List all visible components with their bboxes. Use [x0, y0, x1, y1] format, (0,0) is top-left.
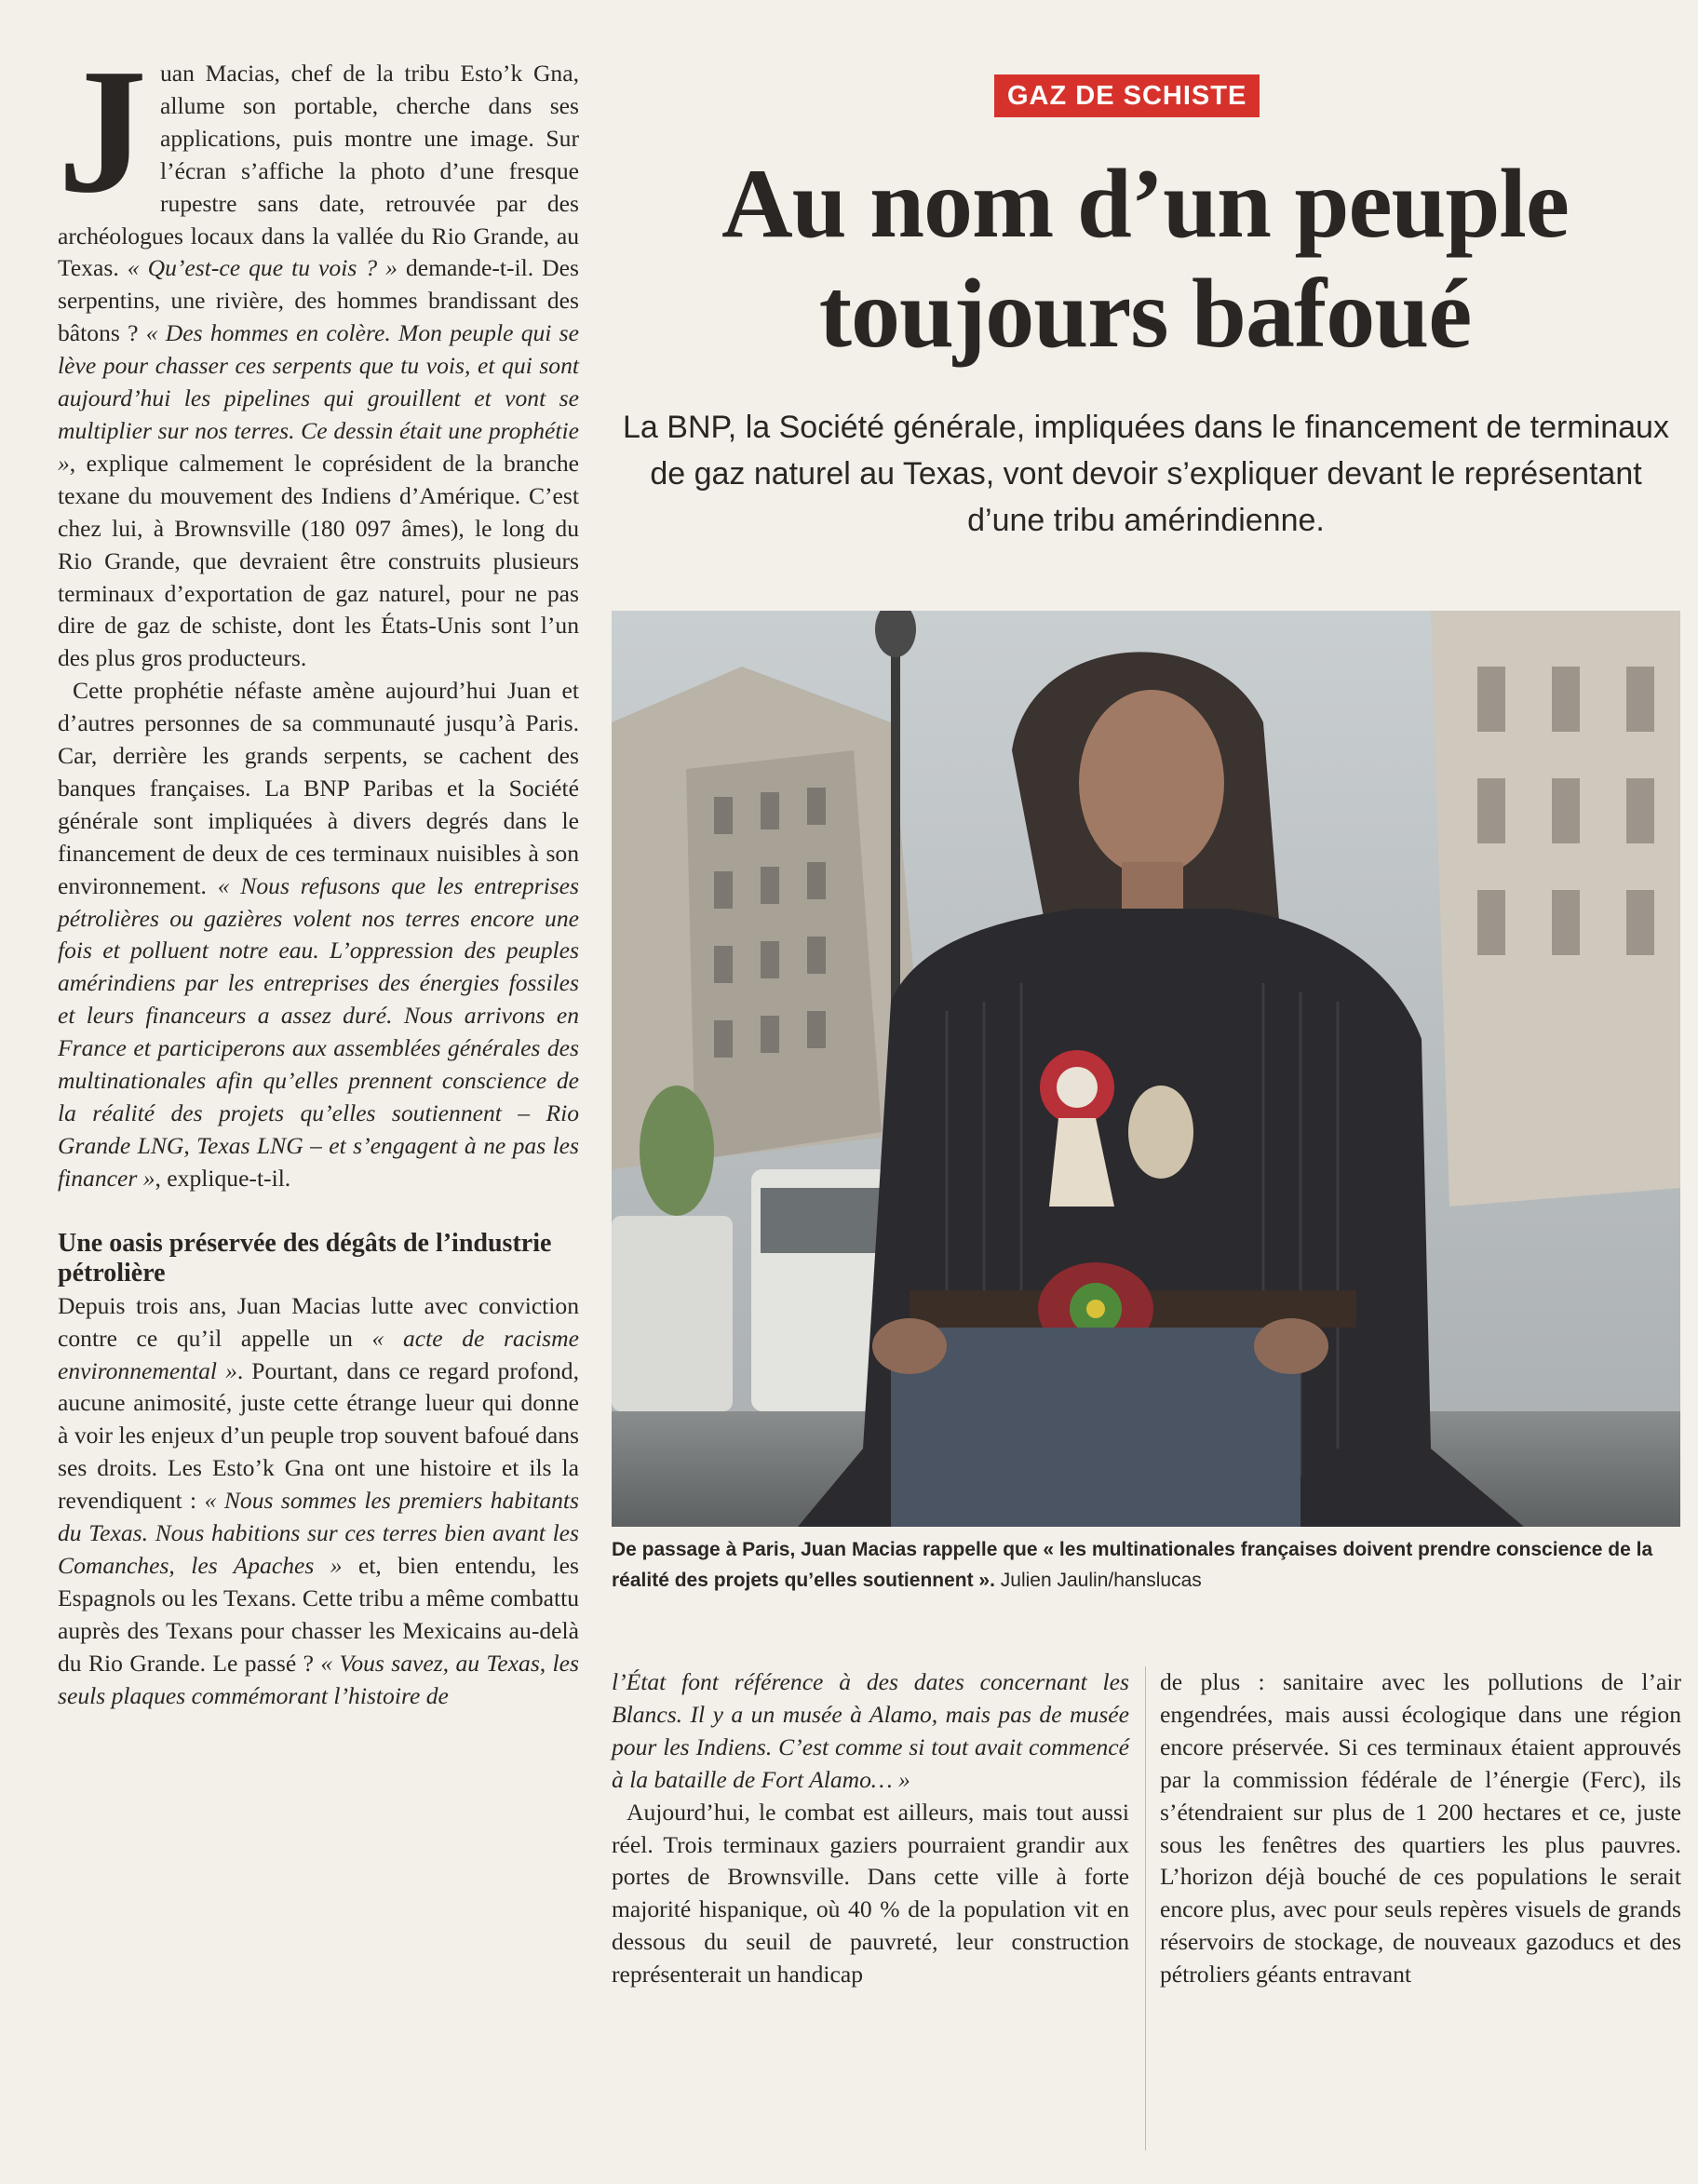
photo-caption: De passage à Paris, Juan Macias rappelle que « les multinationales françaises doivent prendre conscience de la réalité des projets qu’elles soutiennent ». Julien Jaulin/hanslucas	[612, 1539, 1653, 1591]
standfirst: La BNP, la Société générale, impliquées dans le financement de terminaux de gaz naturel au Texas, vont devoir s’expliquer devant le représentant d’une tribu amérindienne.	[623, 410, 1669, 538]
right-paragraph-1: de plus : sanitaire avec les pollutions de l’air engendrées, mais aussi écologique dans une région encore préservée. Si ces terminaux étaient approuvés par la commission fédérale de l’énergie (Ferc), ils s’étendraient sur plus de 1 200 hectares et ce, juste sous les fenêtres des quartiers les plus pauvres. L’horizon déjà bouché de ces populations le serait encore plus, avec pour seuls repères visuels de grands réservoirs de stockage, de nouveaux gazoducs et des pétroliers géants entravant	[1160, 1668, 1681, 1989]
portrait-photo	[612, 611, 1680, 1527]
column-rule	[1145, 1666, 1146, 2150]
middle-paragraph-1: l’État font référence à des dates concernant les Blancs. Il y a un musée à Alamo, mais pas de musée pour les Indiens. C’est comme si tout avait commencé à la bataille de Fort Alamo… »	[612, 1668, 1129, 1793]
drop-cap: J	[58, 32, 147, 230]
left-column	[58, 32, 580, 1713]
paragraph-1: J uan Macias, chef de la tribu Esto’k Gna, allume son portable, cherche dans ses applications, puis montre une image. Sur l’écran s’affiche la photo d’une fresque rupestre sans date, retrouvée par des archéologues locaux dans la vallée du Rio Grande, au Texas. « Qu’est-ce que tu vois ? » demande-t-il. Des serpentins, une rivière, des hommes brandissant des bâtons ? « Des hommes en colère. Mon peuple qui se lève pour chasser ces serpents que tu vois, et qui sont aujourd’hui les pipelines qui grouillent et vont se multiplier sur nos terres. Ce dessin était une prophétie », explique calmement le coprésident de la branche texane du mouvement des Indiens d’Amérique. C’est chez lui, à Brownsville (180 097 âmes), le long du Rio Grande, que devraient être construits plusieurs terminaux d’exportation de gaz naturel, pour ne pas dire de gaz de schiste, dont les États-Unis sont l’un des plus gros producteurs.	[58, 32, 579, 672]
photo-credit: Julien Jaulin/hanslucas	[1000, 1570, 1202, 1591]
section-kicker: GAZ DE SCHISTE	[994, 74, 1260, 117]
middle-column	[612, 1666, 1129, 1991]
right-column	[1160, 1666, 1681, 1991]
headline: Au nom d’un peuple toujours bafoué	[721, 149, 1569, 368]
paragraph-3: Depuis trois ans, Juan Macias lutte avec conviction contre ce qu’il appelle un « acte de racisme environnemental ». Pourtant, dans ce regard profond, aucune animosité, juste cette étrange lueur qui donne à voir les enjeux d’un peuple trop souvent bafoué dans ses droits. Les Esto’k Gna ont une histoire et ils la revendiquent : « Nous sommes les premiers habitants du Texas. Nous habitions sur ces terres bien avant les Comanches, les Apaches » et, bien entendu, les Espagnols ou les Texans. Cette tribu a même combattu auprès des Texans pour chasser les Mexicains au-delà du Rio Grande. Le passé ? « Vous savez, au Texas, les seuls plaques commémorant l’histoire de	[58, 1291, 580, 1709]
middle-paragraph-2: Aujourd’hui, le combat est ailleurs, mais tout aussi réel. Trois terminaux gaziers pourraient grandir aux portes de Brownsville. Dans cette ville à forte majorité hispanique, où 40 % de la population vit en dessous du seuil de pauvreté, leur construction représenterait un handicap	[612, 1798, 1129, 1989]
subheading: Une oasis préservée des dégâts de l’industrie pétrolière	[58, 1228, 552, 1287]
paragraph-2: Cette prophétie néfaste amène aujourd’hui Juan et d’autres personnes de sa communauté jusqu’à Paris. Car, derrière les grands serpents, se cachent des banques françaises. La BNP Paribas et la Société générale sont impliquées à divers degrés dans le financement de deux de ces terminaux nuisibles à son environnement. « Nous refusons que les entreprises pétrolières ou gazières volent nos terres encore une fois et polluent notre eau. L’oppression des peuples amérindiens par les entreprises des énergies fossiles et leurs financeurs a assez duré. Nous arrivons en France et participerons aux assemblées générales des multinationales afin qu’elles prennent conscience de la réalité des projets qu’elles soutiennent – Rio Grande LNG, Texas LNG – et s’engagent à ne pas les financer », explique-t-il.	[58, 677, 580, 1192]
